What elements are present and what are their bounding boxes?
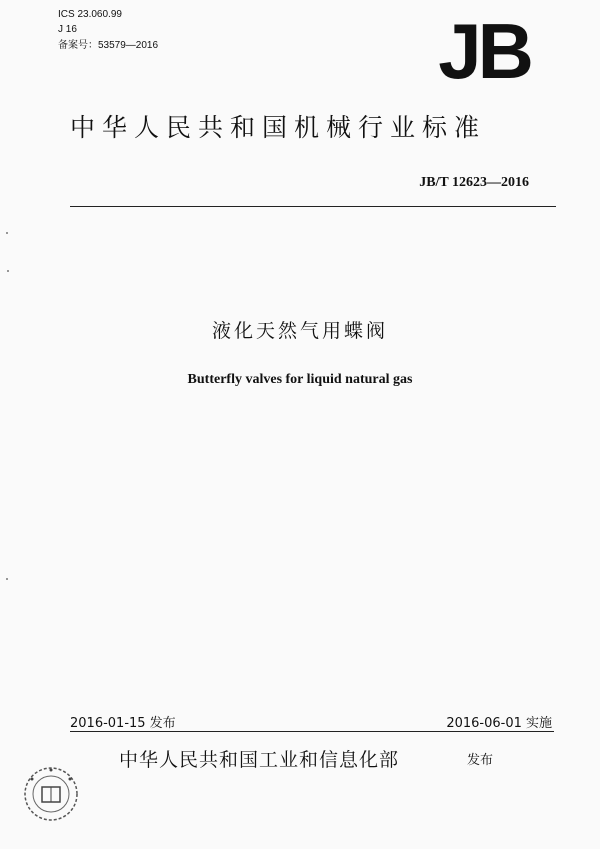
scan-speck bbox=[7, 270, 9, 272]
document-title-english: Butterfly valves for liquid natural gas bbox=[187, 372, 413, 387]
classification-code: J 16 bbox=[58, 24, 77, 35]
header-divider bbox=[70, 206, 556, 207]
jb-logo: JB bbox=[438, 7, 530, 95]
standard-title: 中华人民共和国机械行业标准 bbox=[70, 113, 487, 142]
record-number: 备案号：53579—2016 bbox=[58, 40, 159, 51]
scan-speck bbox=[6, 578, 8, 580]
document-title-chinese: 液化天然气用蝶阀 bbox=[211, 320, 388, 342]
standard-number: JB/T 12623—2016 bbox=[419, 175, 529, 190]
scan-speck bbox=[6, 232, 8, 234]
issuing-authority: 中华人民共和国工业和信息化部 bbox=[119, 749, 400, 771]
implementation-date: 2016-06-01 实施 bbox=[446, 716, 552, 731]
library-stamp-icon bbox=[22, 765, 80, 823]
footer-divider bbox=[70, 731, 554, 732]
issuing-authority-suffix: 发布 bbox=[467, 753, 494, 768]
ics-code: ICS 23.060.99 bbox=[58, 9, 122, 20]
issue-date: 2016-01-15 发布 bbox=[70, 716, 176, 731]
